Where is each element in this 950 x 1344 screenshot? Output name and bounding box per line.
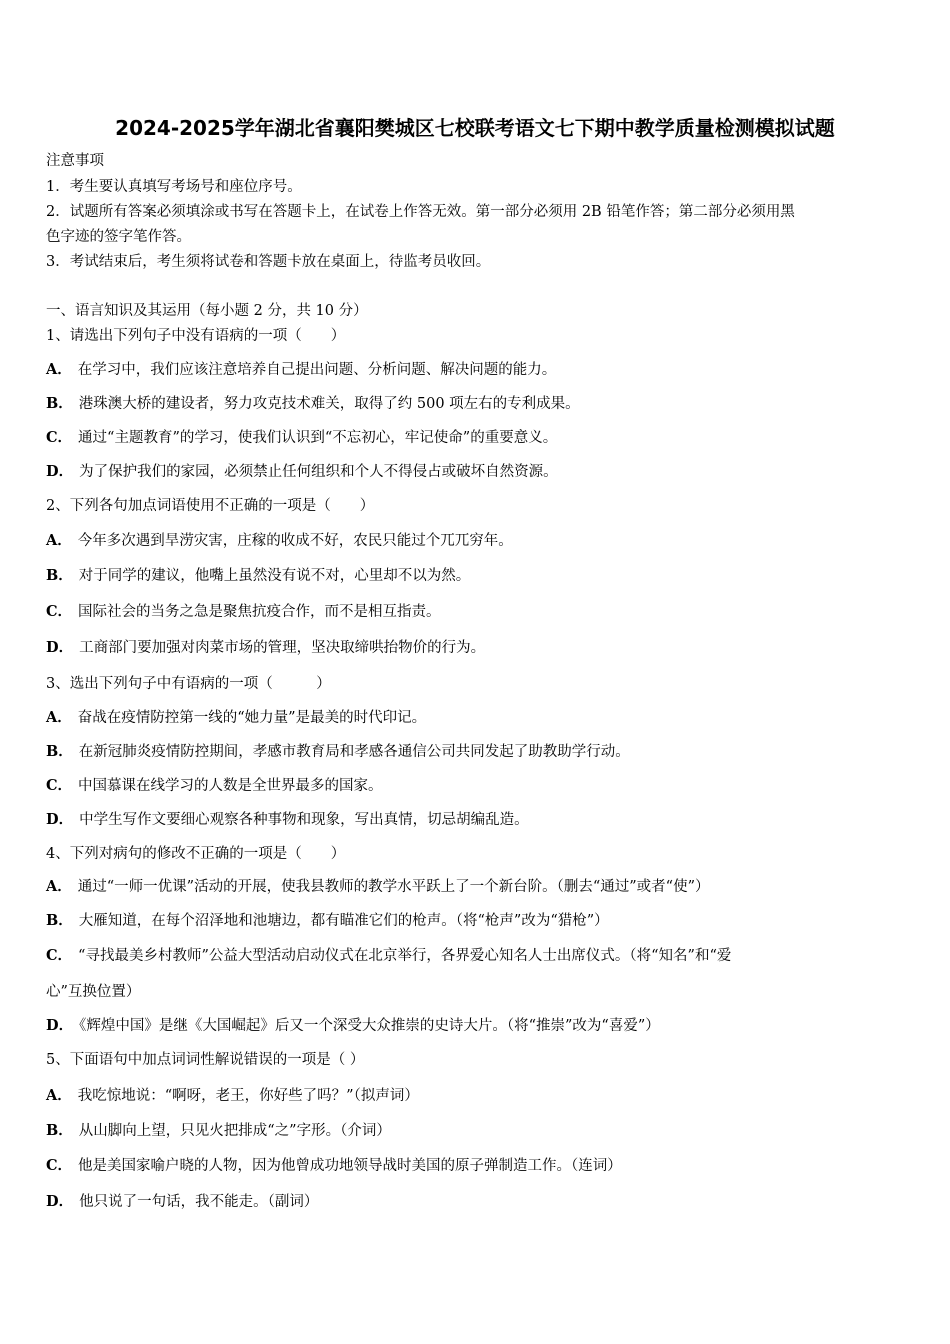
option-text: 《辉煌中国》是继《大国崛起》后又一个深受大众推崇的史诗大片。（将“推崇”改为“喜爱”） [79,1018,660,1034]
option [46,462,558,482]
option [46,742,630,762]
notice-item: 1．考生要认真填写考场号和座位序号。 [46,179,302,195]
option-text: 在新冠肺炎疫情防控期间，孝感市教育局和孝感各通信公司共同发起了助教助学行动。 [78,744,630,760]
option [46,394,580,414]
option [46,1016,660,1036]
option [46,1086,419,1106]
option-text: 工商部门要加强对肉菜市场的管理，坚决取缔哄抬物价的行为。 [79,640,486,656]
option-text: 国际社会的当务之急是聚焦抗疫合作，而不是相互指责。 [78,604,441,620]
option-letter: B． [46,1122,73,1139]
option [46,531,513,551]
option [46,428,557,448]
option-text: 他是美国家喻户晓的人物，因为他曾成功地领导战时美国的原子弹制造工作。（连词） [78,1158,622,1174]
option-letter: D． [46,639,74,656]
option-text: 奋战在疫情防控第一线的“她力量”是最美的时代印记。 [77,710,427,726]
option-letter: C． [46,603,73,620]
option [46,1121,391,1141]
option [46,946,731,966]
option-text: 今年多次遇到旱涝灾害，庄稼的收成不好，农民只能过个兀兀穷年。 [77,533,513,549]
option-letter: B． [46,743,73,760]
option-letter: C． [46,947,73,964]
option-letter: A． [46,709,72,726]
page-title: 2024-2025学年湖北省襄阳樊城区七校联考语文七下期中教学质量检测模拟试题 [115,116,835,140]
option [46,566,470,586]
option [46,708,426,728]
option-letter: A． [46,1087,72,1104]
question-stem: 3、选出下列句子中有语病的一项（ ） [46,676,331,692]
option [46,776,383,796]
option-letter: D． [46,811,74,828]
option-letter: D． [46,1017,74,1034]
option-text: 通过“主题教育”的学习，使我们认识到“不忘初心，牢记使命”的重要意义。 [78,430,558,446]
option-text: 从山脚向上望，只见火把排成“之”字形。（介词） [78,1123,391,1139]
question-stem: 1、请选出下列句子中没有语病的一项（ ） [46,328,346,344]
notice-item: 2．试题所有答案必须填涂或书写在答题卡上，在试卷上作答无效。第一部分必须用 2B 铅笔作答；第二部分必须用黑 [46,204,795,220]
option-letter: C． [46,1157,73,1174]
option-text: 中学生写作文要细心观察各种事物和现象，写出真情，切忌胡编乱造。 [79,812,529,828]
question-stem: 5、下面语句中加点词词性解说错误的一项是（ ） [46,1052,365,1068]
option-text: 为了保护我们的家园，必须禁止任何组织和个人不得侵占或破坏自然资源。 [79,464,558,480]
option [46,602,441,622]
option-letter: C． [46,429,73,446]
option [46,1192,318,1212]
option-text: 在学习中，我们应该注意培养自己提出问题、分析问题、解决问题的能力。 [77,362,557,378]
option-text: 心”互换位置） [46,984,141,1000]
option [46,877,710,897]
option-text: 港珠澳大桥的建设者，努力攻克技术难关，取得了约 500 项左右的专利成果。 [78,396,580,412]
option-letter: A． [46,878,72,895]
notice-item: 3．考试结束后，考生须将试卷和答题卡放在桌面上，待监考员收回。 [46,254,491,270]
option-text: 通过“一师一优课”活动的开展，使我县教师的教学水平跃上了一个新台阶。（删去“通过”或者“使”） [77,879,710,895]
option-letter: D． [46,463,74,480]
option-text: 对于同学的建议，他嘴上虽然没有说不对，心里却不以为然。 [78,568,471,584]
section-heading: 一、语言知识及其运用（每小题 2 分，共 10 分） [46,303,368,319]
option-text: 大雁知道，在每个沼泽地和池塘边，都有瞄准它们的枪声。（将“枪声”改为“猎枪”） [78,913,609,929]
option-letter: B． [46,912,73,929]
option-letter: A． [46,361,72,378]
question-stem: 2、下列各句加点词语使用不正确的一项是（ ） [46,498,375,514]
question-stem: 4、下列对病句的修改不正确的一项是（ ） [46,846,346,862]
option [46,810,529,830]
option-text: 他只说了一句话，我不能走。（副词） [79,1194,319,1210]
notice-item: 色字迹的签字笔作答。 [46,229,191,245]
option [46,911,609,931]
option-text: “寻找最美乡村教师”公益大型活动启动仪式在北京举行，各界爱心知名人士出席仪式。（将“知名”和“爱 [78,948,732,964]
option-letter: B． [46,567,73,584]
option-letter: A． [46,532,72,549]
option-continuation [46,982,140,1002]
option-text: 我吃惊地说：“啊呀，老王，你好些了吗？”（拟声词） [77,1088,419,1104]
option [46,360,556,380]
notice-heading: 注意事项 [46,153,104,169]
option [46,638,485,658]
option-letter: B． [46,395,73,412]
option-letter: C． [46,777,73,794]
option-letter: D． [46,1193,74,1210]
option [46,1156,622,1176]
option-text: 中国慕课在线学习的人数是全世界最多的国家。 [78,778,383,794]
